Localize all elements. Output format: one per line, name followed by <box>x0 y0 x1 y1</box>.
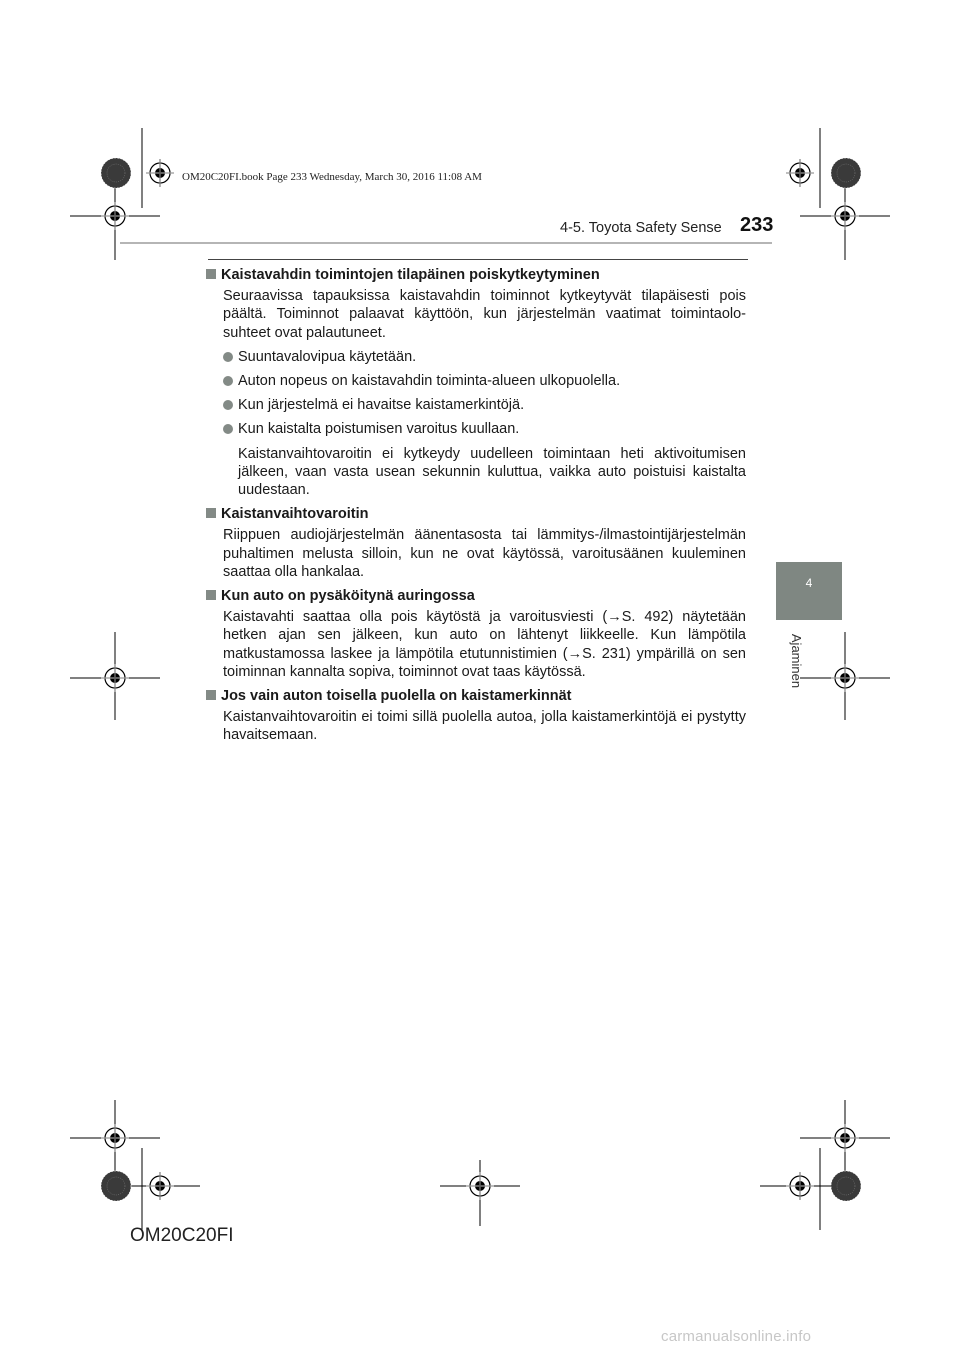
page-number: 233 <box>740 214 774 236</box>
chapter-label: Ajaminen <box>789 633 804 689</box>
chapter-number: 4 <box>805 576 813 590</box>
section-heading: Kaistavahdin toimintojen tilapäinen poiskytkeytyminen <box>221 267 600 283</box>
section-paragraph: Riippuen audiojärjestelmän äänentasosta tai lämmitys-/ilmastointijärjestelmän puhaltimen melusta silloin, kun ne ovat käytössä, varoitusäänen kuuleminen saattaa olla hankalaa. <box>223 527 746 580</box>
section-temporary-deactivation <box>206 266 746 499</box>
round-bullet-icon <box>223 424 233 434</box>
section-heading: Jos vain auton toisella puolella on kaistamerkinnät <box>221 688 572 705</box>
section-parked-in-sun <box>206 587 746 681</box>
manual-code: OM20C20FI <box>130 1225 234 1246</box>
section-heading: Kun auto on pysäköitynä auringossa <box>221 588 475 605</box>
square-bullet-icon <box>206 508 216 518</box>
round-bullet-icon <box>223 352 233 362</box>
section-paragraph: Kaistavahti saattaa olla pois käytöstä ja varoitusviesti (→S. 492) näytetään hetken ajan sen jälkeen, kun auto on lähtenyt liikkeelle. Kun lämpötila matkustamossa laskee ja lämpötila etutunnistimien (→S. 231) ympärillä on sen toiminnan kannalta sopiva, toiminnot ovat taas käytössä. <box>223 609 746 680</box>
header-rule <box>120 242 772 244</box>
bullet-note: Kaistanvaihtovaroitin ei kytkeydy uudelleen toimintaan heti aktivoitumisen jälkeen, vaan vasta usean sekunnin kuluttua, vaikka auto poistuisi kaistalta uudestaan. <box>238 445 746 499</box>
page-content <box>206 266 746 751</box>
section-paragraph: Kaistanvaihtovaroitin ei toimi sillä puolella autoa, jolla kaistamerkintöjä ei pystytty havaitsemaan. <box>223 709 746 744</box>
print-meta: OM20C20FI.book Page 233 Wednesday, March 30, 2016 11:08 AM <box>182 171 482 183</box>
list-item: Auton nopeus on kaistavahdin toiminta-alueen ulkopuolella. <box>223 372 746 390</box>
list-item: Suuntavalovipua käytetään. <box>223 348 746 366</box>
content-rule <box>208 259 748 260</box>
round-bullet-icon <box>223 400 233 410</box>
section-heading: Kaistanvaihtovaroitin <box>221 506 369 523</box>
list-item: Kun järjestelmä ei havaitse kaistamerkintöjä. <box>223 396 746 414</box>
list-item: Kun kaistalta poistumisen varoitus kuullaan. <box>223 420 746 438</box>
square-bullet-icon <box>206 269 216 279</box>
section-paragraph: Seuraavissa tapauksissa kaistavahdin toiminnot kytkeytyvät tilapäisesti pois päältä. Toiminnot palaavat käyttöön, kun järjestelmän vaatimat toimintaolo-suhteet ovat palautuneet. <box>223 288 746 341</box>
watermark: carmanualsonline.info <box>661 1328 812 1345</box>
square-bullet-icon <box>206 690 216 700</box>
section-one-side-markings <box>206 687 746 745</box>
section-title: 4-5. Toyota Safety Sense <box>560 220 722 236</box>
square-bullet-icon <box>206 590 216 600</box>
round-bullet-icon <box>223 376 233 386</box>
section-lane-change-warning <box>206 505 746 581</box>
